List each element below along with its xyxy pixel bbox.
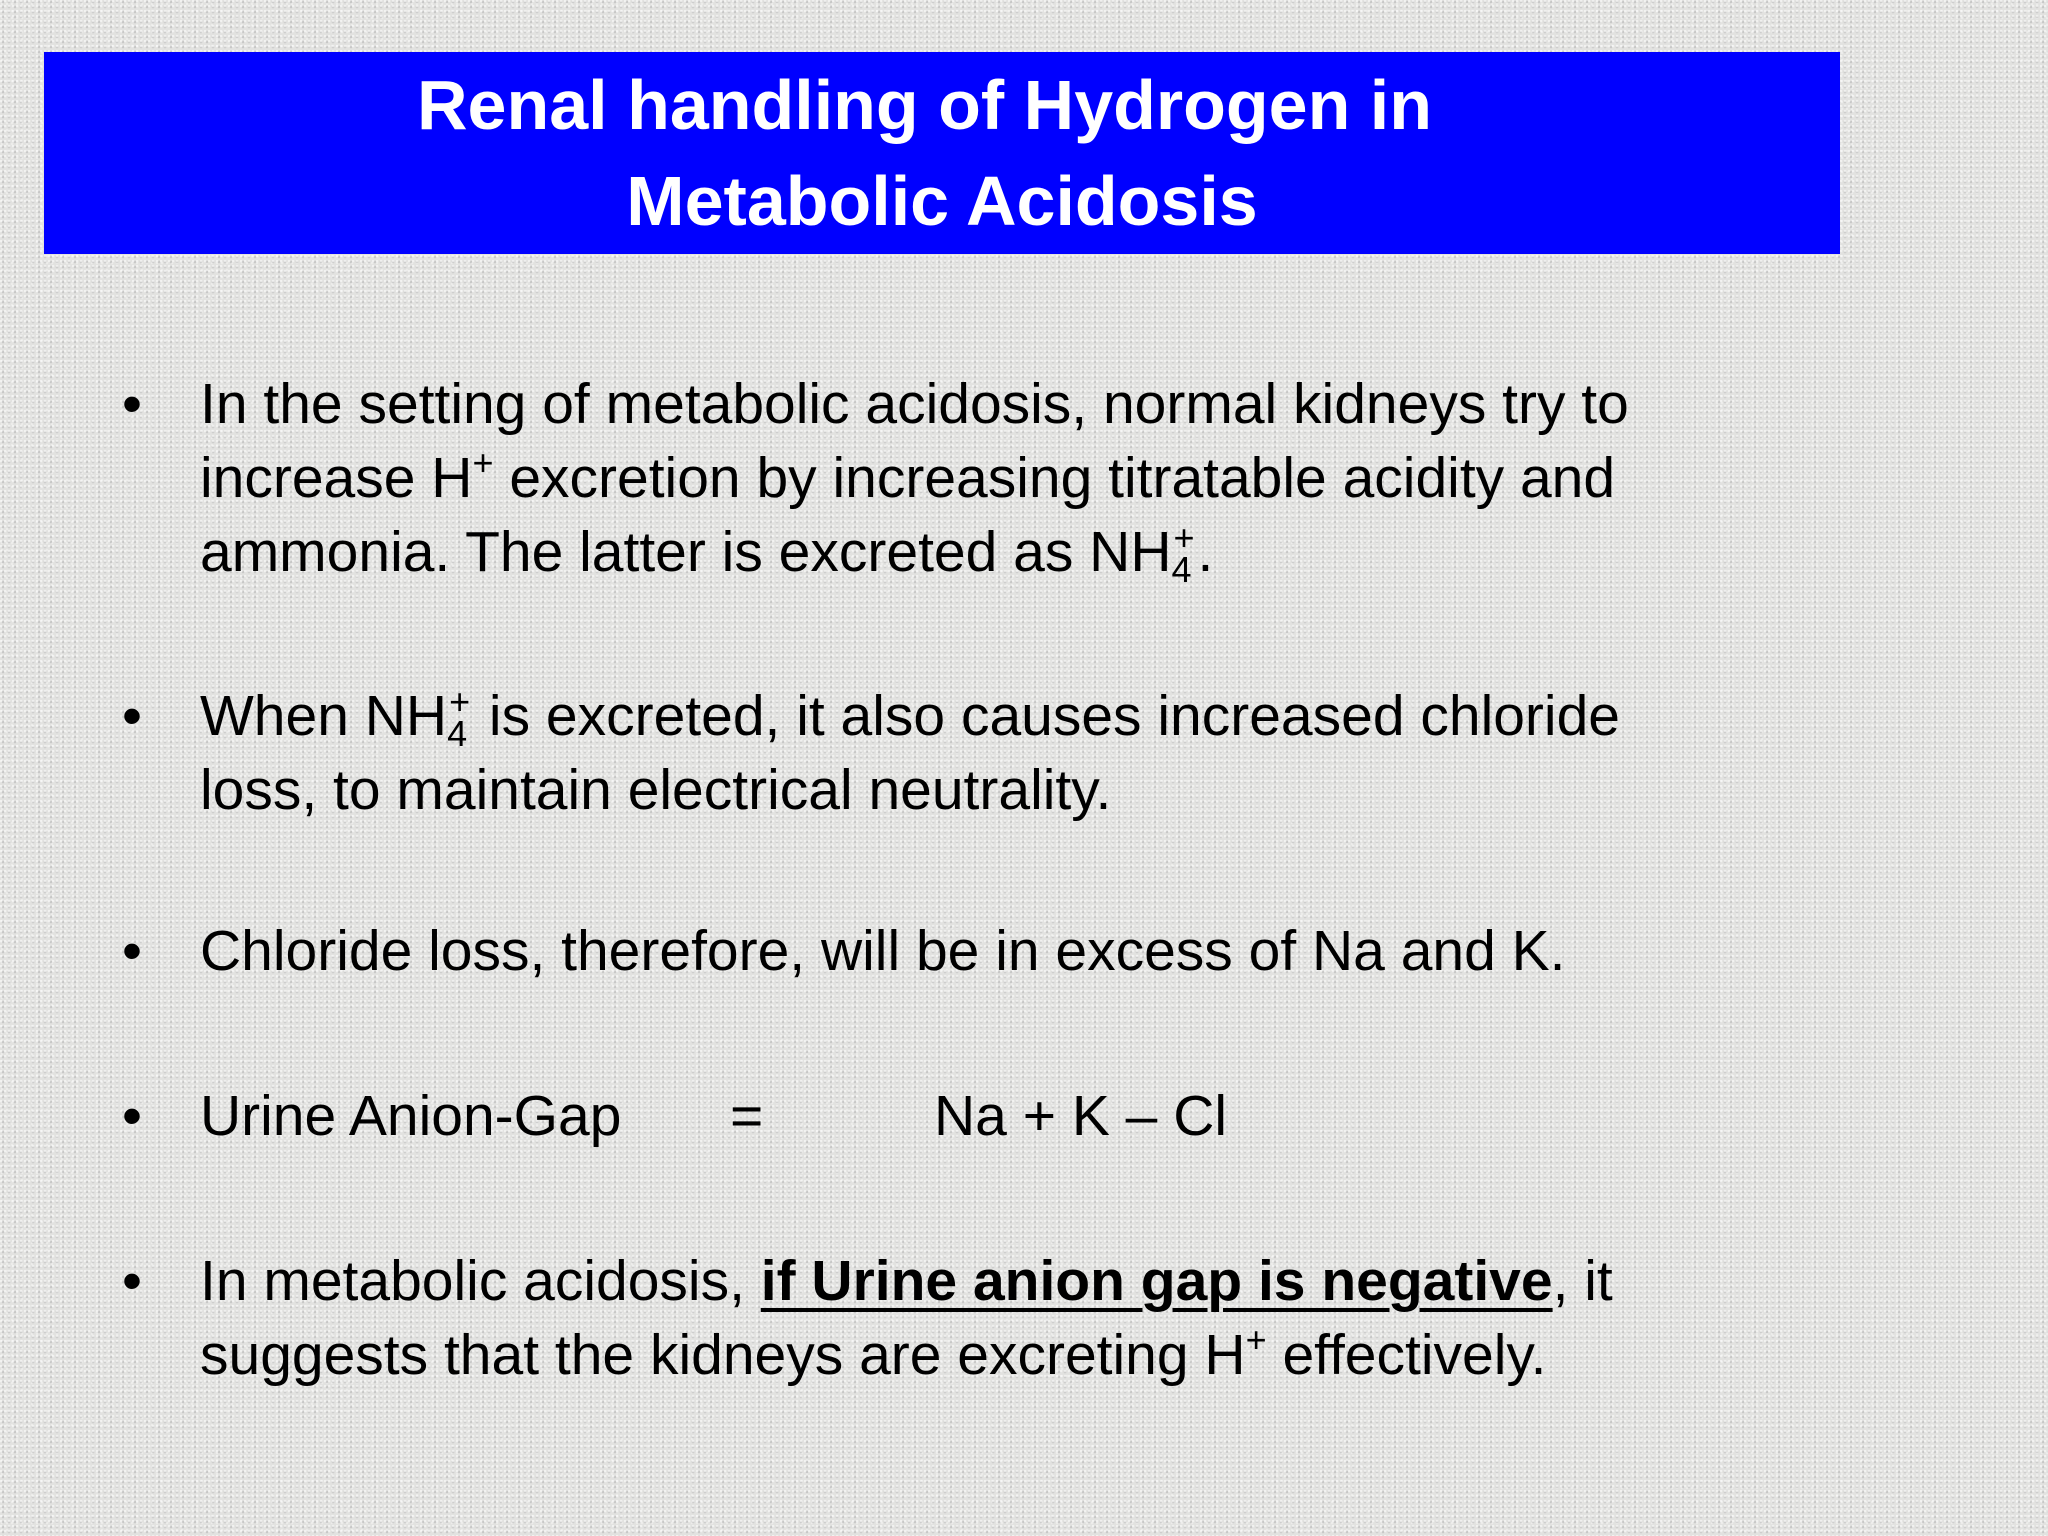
bullet-item-5: [122, 1244, 1840, 1392]
bullet-3-line-1: Chloride loss, therefore, will be in excess of Na and K.: [200, 919, 1566, 983]
bullet-item-2: [122, 679, 1840, 827]
text-run: .: [1197, 520, 1214, 584]
text-run: , it: [1552, 1249, 1613, 1313]
superscript-plus: +: [472, 442, 494, 483]
emphasized-text: if Urine anion gap is negative: [760, 1249, 1553, 1313]
bullet-5-line-2: [200, 1318, 1840, 1392]
bullet-item-4: [122, 1079, 1840, 1153]
bullet-dot: •: [122, 1249, 142, 1313]
subscript-superscript-stack: [1171, 517, 1198, 590]
formula-left-side: Urine Anion-Gap: [200, 1084, 622, 1148]
bullet-1-line-2: [200, 441, 1840, 515]
subscript-4: 4: [447, 713, 468, 754]
bullet-dot: •: [122, 684, 142, 748]
bullet-1-line-3: [200, 515, 1840, 589]
slide-title-line-2: Metabolic Acidosis: [626, 162, 1258, 240]
subscript-4: 4: [1171, 549, 1192, 590]
text-run: is excreted, it also causes increased chloride: [473, 684, 1620, 748]
bullet-2-line-1: [200, 679, 1840, 753]
bullet-2-line-2: loss, to maintain electrical neutrality.: [200, 758, 1112, 822]
text-run: effectively.: [1266, 1323, 1547, 1387]
bullet-item-1: [122, 367, 1840, 590]
text-run: excretion by increasing titratable acidity and: [493, 446, 1616, 510]
slide-title-line-1: Renal handling of Hydrogen in: [417, 66, 1432, 144]
text-run: When NH: [200, 684, 448, 748]
superscript-plus: +: [1245, 1319, 1267, 1360]
bullet-5-line-1: [200, 1244, 1840, 1318]
text-run: In metabolic acidosis,: [200, 1249, 761, 1313]
formula-equals-sign: =: [730, 1084, 764, 1148]
formula-line: [200, 1079, 1840, 1153]
subscript-superscript-stack: [447, 681, 473, 754]
bullet-1-line-1: In the setting of metabolic acidosis, normal kidneys try to: [200, 372, 1629, 436]
superscript-plus: +: [1173, 517, 1195, 558]
formula-right-side: Na + K – Cl: [934, 1084, 1228, 1148]
bullet-dot: •: [122, 919, 142, 983]
text-run: increase H: [200, 446, 473, 510]
text-run: suggests that the kidneys are excreting H: [200, 1323, 1246, 1387]
bullet-item-3: [122, 914, 1840, 988]
bullet-dot: •: [122, 372, 142, 436]
superscript-plus: +: [449, 681, 471, 722]
text-run: ammonia. The latter is excreted as NH: [200, 520, 1172, 584]
bullet-dot: •: [122, 1084, 142, 1148]
